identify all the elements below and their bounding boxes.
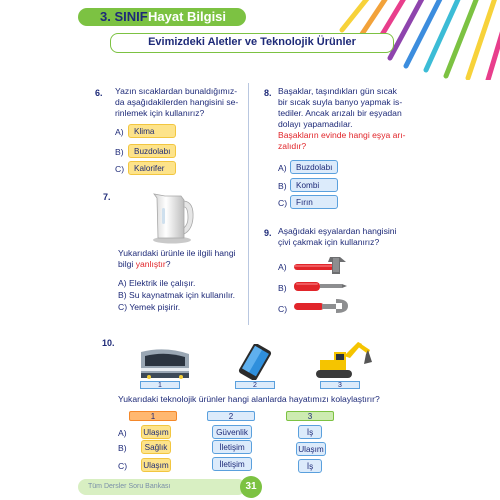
q8-line-1: Başaklar, taşındıkları gün sıcak (278, 86, 397, 96)
page-number: 31 (240, 476, 262, 498)
q8-question-line-2: zalıdır? (278, 141, 307, 151)
q8-line-4: dolayı yapamadılar. (278, 119, 353, 129)
tram-image (135, 344, 195, 382)
q8-option-c[interactable]: Fırın (290, 195, 338, 209)
q10-image-3-label: 3 (320, 381, 360, 389)
q8-line-3: tediler. Ancak arızalı bir eşyadan (278, 108, 402, 118)
q7-line-1: Yukarıdaki ürünle ile ilgili hangi (118, 248, 236, 258)
q9-option-a-letter: A) (278, 262, 287, 272)
q10-question: Yukarıdaki teknolojik ürünler hangi alanlarda hayatımızı kolaylaştırır? (118, 394, 380, 404)
q10-row-c-letter: C) (118, 461, 128, 471)
q8-option-b[interactable]: Kombi (290, 178, 338, 192)
q8-number: 8. (264, 88, 272, 98)
q6-line-3: rinlemek için kullanırız? (115, 108, 205, 118)
q7-option-c[interactable]: C) Yemek pişirir. (118, 302, 181, 312)
q10-row-b-letter: B) (118, 443, 127, 453)
q9-option-c-letter: C) (278, 304, 288, 314)
q8-option-c-letter: C) (278, 198, 288, 208)
q10-row-c-cell-2[interactable]: İletişim (212, 457, 252, 471)
q6-line-1: Yazın sıcaklardan bunaldığımız- (115, 86, 238, 96)
q7-line-2: bilgi yanlıştır? (118, 259, 171, 269)
q6-line-2: da aşağıdakilerden hangisini se- (115, 97, 239, 107)
hammer-icon[interactable] (292, 254, 348, 276)
grade-label: 3. SINIF (100, 9, 148, 24)
q8-option-a-letter: A) (278, 163, 287, 173)
q8-question-line-1: Başakların evinde hangi eşya arı- (278, 130, 406, 140)
smartphone-image (236, 344, 274, 380)
q10-row-a-letter: A) (118, 428, 127, 438)
subject-label: Hayat Bilgisi (148, 9, 227, 24)
q6-option-c[interactable]: Kalorifer (128, 161, 176, 175)
q10-row-c-cell-3[interactable]: İş (298, 459, 322, 473)
q9-option-b-letter: B) (278, 283, 287, 293)
q6-number: 6. (95, 88, 103, 98)
q10-row-a-cell-3[interactable]: İş (298, 425, 322, 439)
topic-title: Evimizdeki Aletler ve Teknolojik Ürünler (110, 33, 394, 53)
excavator-image (312, 336, 374, 380)
q7-keyword: yanlıştır (135, 259, 166, 269)
q6-option-b[interactable]: Buzdolabı (128, 144, 176, 158)
q7-option-a[interactable]: A) Elektrik ile çalışır. (118, 278, 196, 288)
q10-row-c-cell-1[interactable]: Ulaşım (141, 458, 171, 472)
screwdriver-icon[interactable] (292, 278, 348, 294)
q10-row-a-cell-1[interactable]: Ulaşım (141, 425, 171, 439)
kettle-image (148, 188, 196, 244)
q10-column-3: 3 (286, 411, 334, 421)
q10-image-2-label: 2 (235, 381, 275, 389)
q10-row-b-cell-2[interactable]: İletişim (212, 440, 252, 454)
q10-row-a-cell-2[interactable]: Güvenlik (212, 425, 252, 439)
q10-row-b-cell-1[interactable]: Sağlık (141, 440, 171, 454)
q6-option-a-letter: A) (115, 127, 124, 137)
q9-line-2: çivi çakmak için kullanırız? (278, 237, 380, 247)
q6-option-a[interactable]: Klima (128, 124, 176, 138)
q10-column-2: 2 (207, 411, 255, 421)
q7-option-b[interactable]: B) Su kaynatmak için kullanılır. (118, 290, 236, 300)
q10-number: 10. (102, 338, 115, 348)
q8-option-b-letter: B) (278, 181, 287, 191)
q6-option-c-letter: C) (115, 164, 125, 174)
q10-column-1: 1 (129, 411, 177, 421)
wrench-icon[interactable] (292, 297, 350, 315)
q6-option-b-letter: B) (115, 147, 124, 157)
column-divider (248, 83, 249, 325)
q7-number: 7. (103, 192, 111, 202)
q8-option-a[interactable]: Buzdolabı (290, 160, 338, 174)
q9-number: 9. (264, 228, 272, 238)
q8-line-2: bir sıcak suyla banyo yapmak is- (278, 97, 403, 107)
q9-line-1: Aşağıdaki eşyalardan hangisini (278, 226, 397, 236)
q10-image-1-label: 1 (140, 381, 180, 389)
q10-row-b-cell-3[interactable]: Ulaşım (296, 442, 326, 456)
footer-book-title: Tüm Dersler Soru Bankası (78, 479, 246, 495)
